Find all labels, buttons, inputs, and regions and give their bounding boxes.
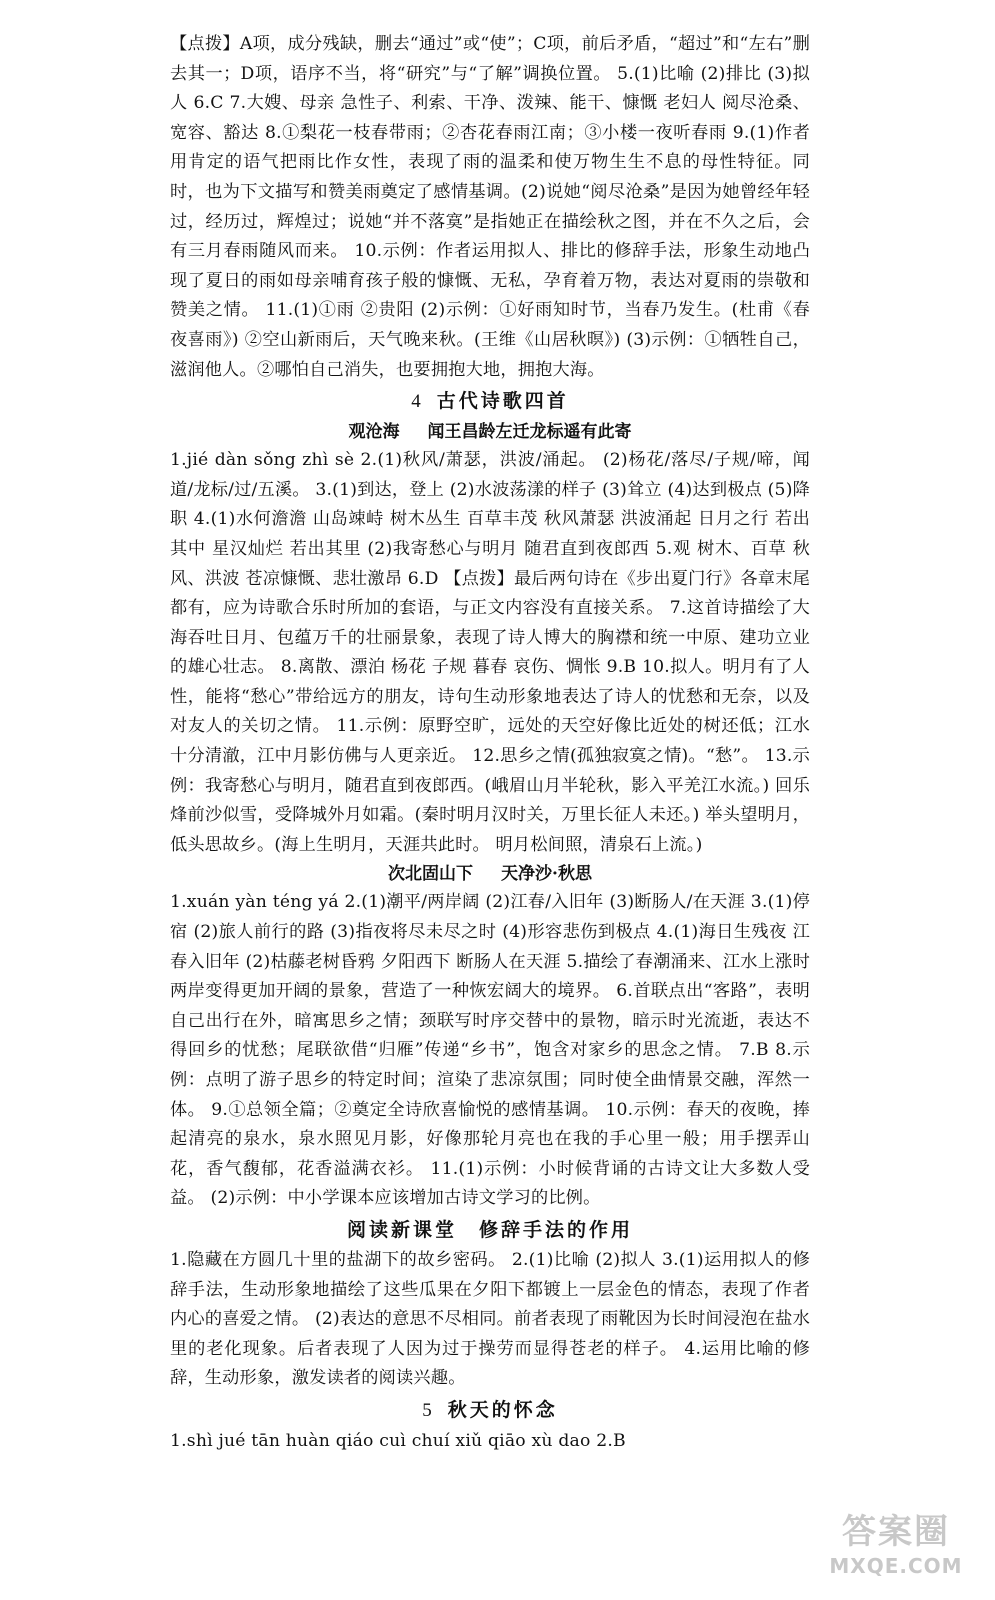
section-title: 阅读新课堂 修辞手法的作用 (346, 1218, 633, 1241)
answer-paragraph: 1.xuán yàn téng yá 2.(1)潮平/两岸阔 (2)江春/入旧年 (3)断肠人/在天涯 3.(1)停宿 (2)旅人前行的路 (3)指夜将尽未尽之时 (4)形容悲伤到极点 4.(1)海日生残夜 江春入旧年 (2)枯藤老树昏鸦 夕阳西下 断肠人在天涯 5.描绘了春潮涌来、江水上涨时两岸变得更加开阔的景象，营造了一种恢宏阔大的境界。 6.首联点出“客路”，表明自己出行在外，暗寓思乡之情；颈联写时序交替中的景物，暗示时光流逝，表达不得回乡的忧愁；尾联欲借“归雁”传递“乡书”，饱含对家乡的思念之情。 7.B 8.示例：点明了游子思乡的特定时间；渲染了悲凉氛围；同时使全曲情景交融，浑然一体。 9.①总领全篇；②奠定全诗欣喜愉悦的感情基调。 10.示例：春天的夜晚，捧起清亮的泉水，泉水照见月影，好像那轮月亮也在我的手心里一般；用手摆弄山花，香气馥郁，花香溢满衣衫。 11.(1)示例：小时候背诵的古诗文让大多数人受益。 (2)示例：中小学课本应该增加古诗文学习的比例。 (170, 892, 810, 1209)
watermark-text: 答案圈 (842, 1512, 950, 1552)
answer-page (170, 30, 810, 1457)
poem-titles (170, 418, 810, 446)
section-number: 5 (422, 1399, 432, 1421)
answer-paragraph: 1.shì jué tān huàn qiáo cuì chuí xiǔ qiāo xù dao 2.B (170, 1430, 626, 1451)
answer-paragraph: 1.隐藏在方圆几十里的盐湖下的故乡密码。 2.(1)比喻 (2)拟人 3.(1)运用拟人的修辞手法，生动形象地描绘了这些瓜果在夕阳下都镀上一层金色的情态，表现了作者内心的喜爱之情。 (2)表达的意思不尽相同。前者表现了雨靴因为长时间浸泡在盐水里的老化现象。后者表现了人因为过于操劳而显得苍老的样子。 4.运用比喻的修辞，生动形象，激发读者的阅读兴趣。 (170, 1249, 810, 1389)
answer-paragraph: 1.jié dàn sǒng zhì sè 2.(1)秋风/萧瑟，洪波/涌起。 (2)杨花/落尽/子规/啼，闻道/龙标/过/五溪。 3.(1)到达，登上 (2)水波荡漾的样子 (3)耸立 (4)达到极点 (5)降职 4.(1)水何澹澹 山岛竦峙 树木丛生 百草丰茂 秋风萧瑟 洪波涌起 日月之行 若出其中 星汉灿烂 若出其里 (2)我寄愁心与明月 随君直到夜郎西 5.观 树木、百草 秋风、洪波 苍凉慷慨、悲壮激昂 6.D 【点拨】最后两句诗在《步出夏门行》各章末尾都有，应为诗歌合乐时所加的套语，与正文内容没有直接关系。 7.这首诗描绘了大海吞吐日月、包蕴万千的壮丽景象，表现了诗人博大的胸襟和统一中原、建功立业的雄心壮志。 8.离散、漂泊 杨花 子规 暮春 哀伤、惆怅 9.B 10.拟人。明月有了人性，能将“愁心”带给远方的朋友，诗句生动形象地表达了诗人的忧愁和无奈，以及对友人的关切之情。 11.示例：原野空旷，远处的天空好像比近处的树还低；江水十分清澈，江中月影仿佛与人更亲近。 12.思乡之情(孤独寂寞之情)。“愁”。 13.示例：我寄愁心与明月，随君直到夜郎西。(峨眉山月半轮秋，影入平羌江水流。) 回乐烽前沙似雪，受降城外月如霜。(秦时明月汉时关，万里长征人未还。) 举头望明月，低头思故乡。(海上生明月，天涯共此时。 明月松间照，清泉石上流。) (170, 450, 810, 855)
section-title: 古代诗歌四首 (436, 390, 569, 413)
section-heading (170, 1214, 810, 1246)
section-heading (170, 1394, 810, 1427)
poem-title: 闻王昌龄左迁龙标遥有此寄 (427, 422, 632, 443)
answer-paragraph: 【点拨】A项，成分残缺，删去“通过”或“使”；C项，前后矛盾，“超过”和“左右”删去其一；D项，语序不当，将“研究”与“了解”调换位置。 5.(1)比喻 (2)排比 (3)拟人 6.C 7.大嫂、母亲 急性子、利索、干净、泼辣、能干、慷慨 老妇人 阅尽沧桑、宽容、豁达 8.①梨花一枝春带雨；②杏花春雨江南；③小楼一夜听春雨 9.(1)作者用肯定的语气把雨比作女性，表现了雨的温柔和使万物生生不息的母性特征。同时，也为下文描写和赞美雨奠定了感情基调。(2)说她“阅尽沧桑”是因为她曾经年轻过，经历过，辉煌过；说她“并不落寞”是指她正在描绘秋之图，并在不久之后，会有三月春雨随风而来。 10.示例：作者运用拟人、排比的修辞手法，形象生动地凸现了夏日的雨如母亲哺育孩子般的慷慨、无私，孕育着万物，表达对夏雨的崇敬和赞美之情。 11.(1)①雨 ②贵阳 (2)示例：①好雨知时节，当春乃发生。(杜甫《春夜喜雨》) ②空山新雨后，天气晚来秋。(王维《山居秋暝》) (3)示例：①牺牲自己，滋润他人。②哪怕自己消失，也要拥抱大地，拥抱大海。 (170, 34, 810, 380)
poem-titles (170, 860, 810, 888)
section-number: 4 (411, 391, 421, 413)
section-title: 秋天的怀念 (447, 1398, 558, 1421)
watermark-logo (811, 1510, 981, 1590)
watermark-url: MXQE.COM (829, 1554, 963, 1578)
poem-title: 次北固山下 (388, 864, 474, 885)
section-heading (170, 385, 810, 418)
poem-title: 天净沙·秋思 (501, 864, 592, 885)
poem-title: 观沧海 (348, 422, 400, 443)
